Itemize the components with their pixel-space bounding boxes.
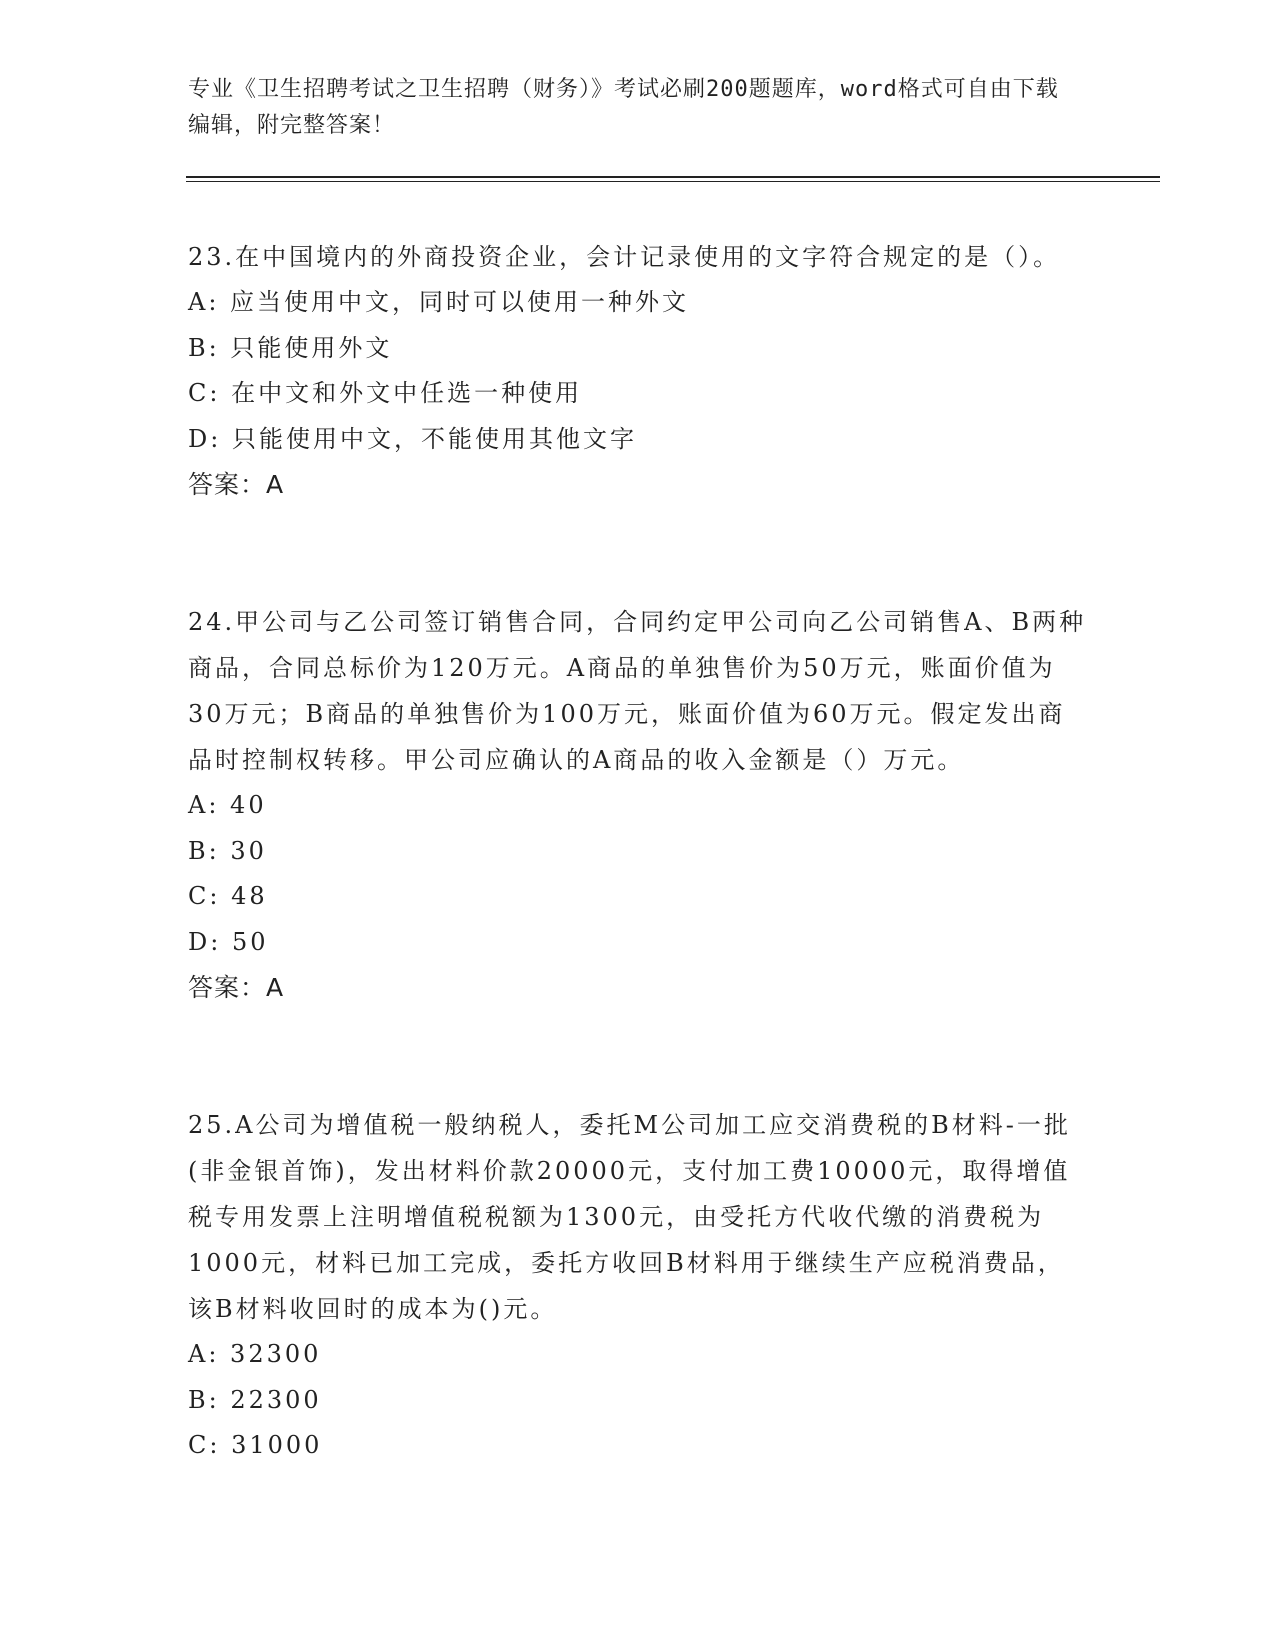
header-divider-thin — [186, 181, 1160, 182]
option-c: C: 在中文和外文中任选一种使用 — [188, 379, 583, 407]
question-stem: 25.A公司为增值税一般纳税人，委托M公司加工应交消费税的B材料-一批(非金银首饰)，发出材料价款20000元，支付加工费10000元，取得增值税专用发票上注明增值税税额为1300元，由受托方代收代缴的消费税为1000元，材料已加工完成，委托方收回B材料用于继续生产应税消费品，该B材料收回时的成本为()元。 — [188, 1111, 1071, 1323]
option-b: B: 只能使用外文 — [188, 333, 393, 362]
option-c: C: 48 — [188, 882, 268, 910]
header-divider — [186, 176, 1160, 178]
option-d: D: 50 — [188, 927, 269, 956]
option-c: C: 31000 — [188, 1431, 323, 1459]
question-stem: 23.在中国境内的外商投资企业，会计记录使用的文字符合规定的是（）。 — [188, 243, 1061, 271]
answer: 答案：A — [188, 470, 285, 499]
option-a: A: 40 — [188, 791, 267, 819]
document-header: 专业《卫生招聘考试之卫生招聘（财务）》考试必刷200题题库，word格式可自由下载编辑，附完整答案！ — [188, 77, 1059, 138]
option-b: B: 30 — [188, 836, 267, 865]
option-b: B: 22300 — [188, 1385, 322, 1414]
option-a: A: 应当使用中文，同时可以使用一种外文 — [188, 288, 690, 316]
question-23 — [188, 234, 1088, 508]
option-a: A: 32300 — [188, 1340, 322, 1368]
question-stem: 24.甲公司与乙公司签订销售合同，合同约定甲公司向乙公司销售A、B两种商品，合同总标价为120万元。A商品的单独售价为50万元，账面价值为30万元；B商品的单独售价为100万元，账面价值为60万元。假定发出商品时控制权转移。甲公司应确认的A商品的收入金额是（）万元。 — [188, 608, 1087, 774]
question-24 — [188, 599, 1088, 1011]
question-25 — [188, 1102, 1088, 1469]
option-d: D: 只能使用中文，不能使用其他文字 — [188, 424, 637, 453]
answer: 答案：A — [188, 973, 285, 1002]
